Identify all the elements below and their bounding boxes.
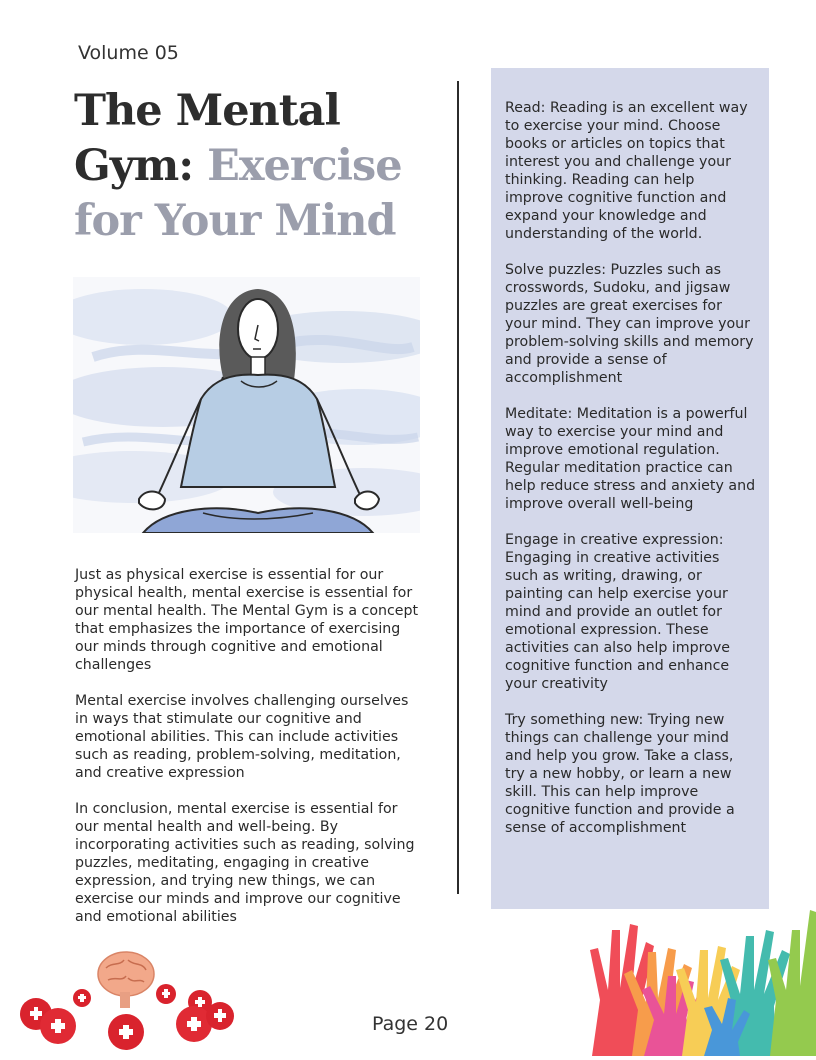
- sidebar-item-try-new: Try something new: Trying new things can challenge your mind and help you grow. Take a class, try a new hobby, or learn a new skill. This can help improve cognitive function and provide a sense of accomplishment: [505, 712, 735, 836]
- main-body: [75, 566, 423, 944]
- brain-cross-icon: [14, 946, 244, 1054]
- sidebar-item-creative: Engage in creative expression: Engaging in creative activities such as writing, drawing, or painting can help exercise your mind and provide an outlet for emotional expression. These activities can also help improve cognitive function and enhance your creativity: [505, 532, 730, 692]
- paragraph: In conclusion, mental exercise is essential for our mental health and well-being. By incorporating activities such as reading, solving puzzles, meditating, engaging in creative expression, and trying new things, we can exercise our minds and improve our cognitive and emotional abilities: [75, 801, 415, 925]
- column-divider: [457, 81, 459, 894]
- sidebar-item-meditate: Meditate: Meditation is a powerful way to exercise your mind and improve emotional regulation. Regular meditation practice can help reduce stress and anxiety and improve overall well-being: [505, 406, 756, 512]
- sidebar-item-puzzles: Solve puzzles: Puzzles such as crosswords, Sudoku, and jigsaw puzzles are great exercises for your mind. They can improve your problem-solving skills and memory and provide a sense of accomplishment: [505, 262, 754, 386]
- paragraph: Mental exercise involves challenging ourselves in ways that stimulate our cognitive and emotional abilities. This can include activities such as reading, problem-solving, meditation, and creative expression: [75, 693, 409, 781]
- page-title: [74, 84, 444, 249]
- sidebar-item-read: Read: Reading is an excellent way to exercise your mind. Choose books or articles on topics that interest you and challenge your thinking. Reading can help improve cognitive function and expand your knowledge and understanding of the world.: [505, 100, 748, 242]
- colorful-hands-icon: [572, 890, 816, 1056]
- meditation-illustration: [73, 277, 420, 533]
- activities-sidebar: [491, 68, 769, 909]
- title-part-2: Exercise for Your Mind: [74, 141, 402, 246]
- paragraph: Just as physical exercise is essential for our physical health, mental exercise is essential for our mental health. The Mental Gym is a concept that emphasizes the importance of exercising our minds through cognitive and emotional challenges: [75, 567, 419, 673]
- volume-label: Volume 05: [78, 42, 179, 64]
- title-part-1: The Mental Gym:: [74, 86, 340, 191]
- page-number: Page 20: [372, 1013, 449, 1035]
